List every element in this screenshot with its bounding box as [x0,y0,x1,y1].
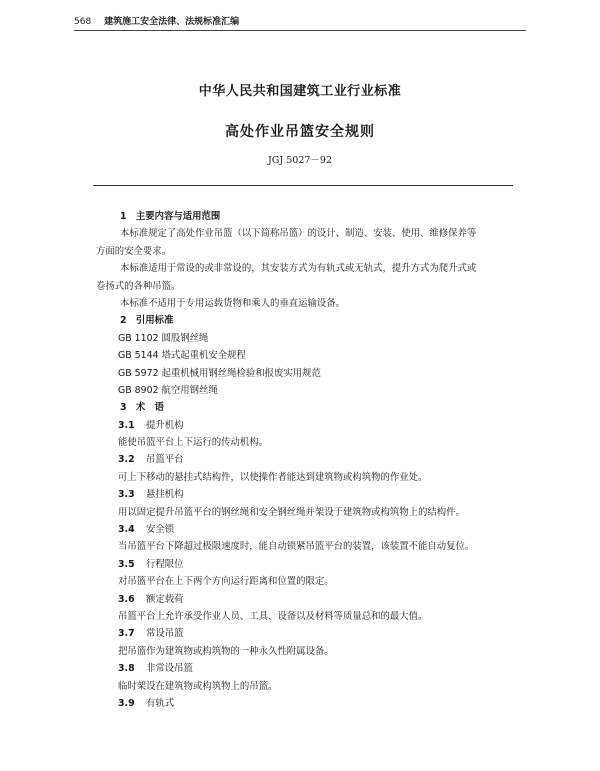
term-number: 3.1 [118,419,135,431]
book-title: 建筑施工安全法律、法规标准汇编 [104,17,240,27]
paragraph-line: 卷扬式的各种吊篮。 [96,280,181,292]
term-heading [96,521,516,538]
term-number: 3.4 [118,524,135,536]
term-title: 有轨式 [146,697,175,709]
term-definition: 当吊篮平台下降超过极限速度时，能自动锁紧吊篮平台的装置，该装置不能自动复位。 [118,541,475,553]
term-heading [96,591,516,608]
term-definition: 能使吊篮平台上下运行的传动机构。 [118,437,269,449]
term-number: 3.6 [118,593,135,605]
paragraph-line: 方面的安全要求。 [96,245,172,257]
term-number: 3.5 [118,558,135,570]
term-title: 额定载荷 [146,593,184,605]
term-definition: 可上下移动的悬挂式结构件，以使操作者能达到建筑物或构筑物的作业处。 [118,471,428,483]
document-body [96,208,516,712]
term-title: 悬挂机构 [146,489,184,501]
term-heading [96,625,516,642]
paragraph-line: 本标准适用于常设的或非常设的，其安装方式为有轨式或无轨式，提升方式为爬升式或 [120,263,477,275]
document-title: 高处作业吊篮安全规则 [225,124,375,140]
section-heading: 2 引用标准 [120,315,174,327]
term-heading [96,486,516,503]
title-divider [93,185,513,186]
term-title: 常设吊篮 [146,628,184,640]
term-number: 3.3 [118,489,135,501]
paragraph-line: 本标准不适用于专用运载货物和乘人的垂直运输设备。 [120,297,346,309]
term-title: 安全锁 [146,524,175,536]
term-title: 提升机构 [146,419,184,431]
section-heading: 1 主要内容与适用范围 [120,211,221,222]
term-heading [96,695,516,712]
reference-item: GB 1102 圆股钢丝绳 [118,332,209,344]
term-heading [96,417,516,434]
term-definition: 临时架设在建筑物或构筑物上的吊篮。 [118,680,278,692]
header-rule [74,30,526,31]
term-heading [96,556,516,573]
term-number: 3.8 [118,663,135,675]
term-definition: 对吊篮平台在上下两个方向运行距离和位置的限定。 [118,576,334,588]
running-header [74,14,526,27]
reference-item: GB 8902 航空用钢丝绳 [118,384,218,396]
term-number: 3.9 [118,697,135,709]
standard-code: JGJ 5027－92 [268,155,332,166]
section-heading: 3 术 语 [120,402,165,414]
term-definition: 把吊篮作为建筑物或构筑物的一种永久性附属设备。 [118,645,334,657]
paragraph-line: 本标准规定了高处作业吊篮（以下简称吊篮）的设计、制造、安装、使用、维修保养等 [120,228,477,240]
term-title: 吊篮平台 [146,454,184,466]
term-number: 3.2 [118,454,135,466]
reference-item: GB 5144 塔式起重机安全规程 [118,350,246,362]
page-number: 568 [74,17,92,27]
reference-item: GB 5972 起重机械用钢丝绳检验和报废实用规范 [118,367,321,379]
standard-category: 中华人民共和国建筑工业行业标准 [198,84,402,99]
term-heading [96,451,516,468]
term-definition: 用以固定提升吊篮平台的钢丝绳和安全钢丝绳并架设于建筑物或构筑物上的结构件。 [118,506,465,518]
term-definition: 吊篮平台上允许承受作业人员、工具、设备以及材料等质量总和的最大值。 [118,610,428,622]
term-heading [96,660,516,677]
term-title: 非常设吊篮 [146,663,193,675]
term-number: 3.7 [118,628,135,640]
term-title: 行程限位 [146,558,184,570]
